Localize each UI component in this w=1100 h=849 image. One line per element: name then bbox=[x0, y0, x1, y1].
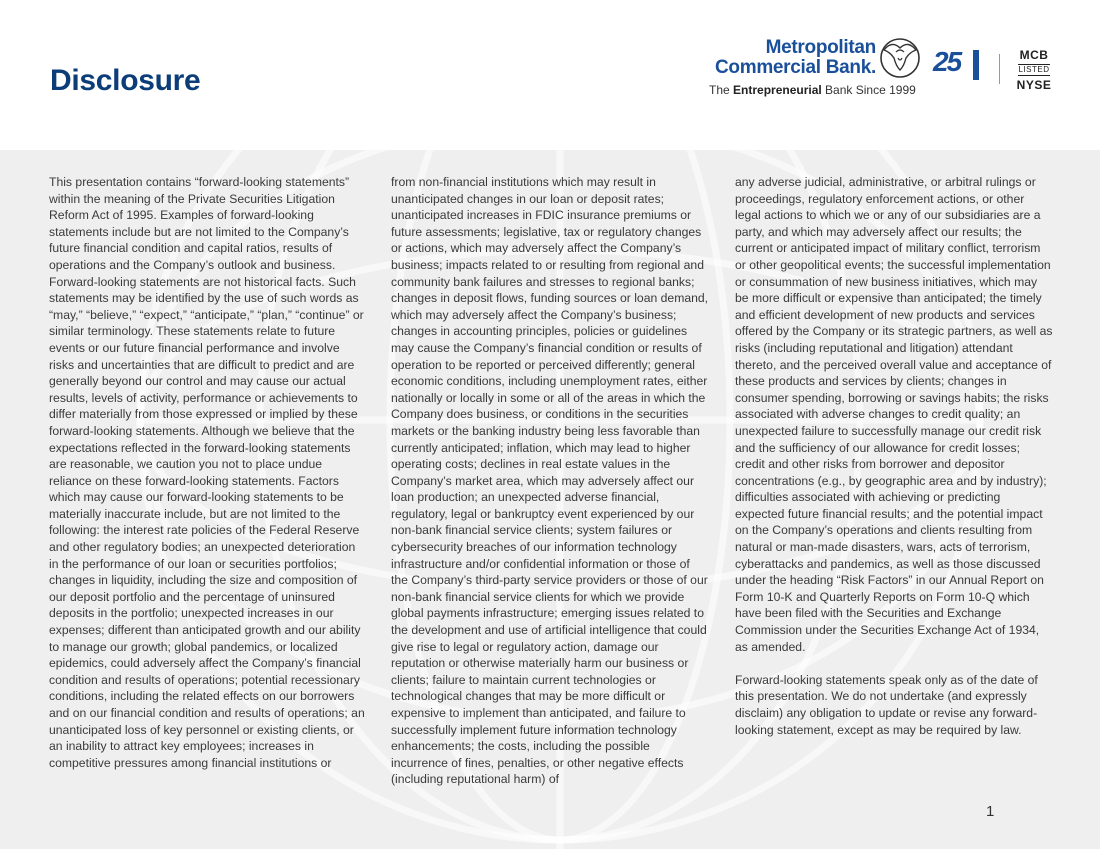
disclosure-column-1 bbox=[49, 174, 367, 771]
ticker-exchange: NYSE bbox=[1016, 78, 1052, 92]
disclosure-paragraph: This presentation contains “forward-looking statements” within the meaning of the Private Securities Litigation Reform Act of 1995. Examples of forward-looking statements include but are not limited to the Company’s future financial condition and capital ratios, results of operations and the Company’s outlook and business. Forward-looking statements are not historical facts. Such statements may be identified by the use of such words as “may,” “believe,” “expect,” “anticipate,” “plan,” “continue” or similar terminology. These statements relate to future events or our future financial performance and involve risks and uncertainties that are difficult to predict and are generally beyond our control and may cause our actual results, levels of activity, performance or achievements to differ materially from those expressed or implied by these forward-looking statements. Although we believe that the expectations reflected in the forward-looking statements are reasonable, we caution you not to place undue reliance on these forward-looking statements. Factors which may cause our forward-looking statements to be materially inaccurate include, but are not limited to the following: the interest rate policies of the Federal Reserve and other regulatory bodies; an unexpected deterioration in the performance of our loan or securities portfolios; changes in liquidity, including the size and composition of our deposit portfolio and the percentage of uninsured deposits in the portfolio; unexpected increases in our expenses; different than anticipated growth and our ability to manage our growth; global pandemics, or localized epidemics, could adversely affect the Company’s financial condition and results of operations; potential recessionary conditions, including the related effects on our borrowers and on our financial condition and results of operations; an unanticipated loss of key personnel or existing clients, or an inability to attract key employees; increases in competitive pressures among financial institutions or bbox=[49, 175, 365, 770]
anniversary-years-bar bbox=[973, 50, 979, 80]
page-number: 1 bbox=[986, 803, 995, 820]
anniversary-number: 25 bbox=[933, 46, 961, 77]
tagline: The Entrepreneurial Bank Since 1999 bbox=[709, 83, 916, 97]
ticker-listed: LISTED bbox=[1018, 65, 1050, 74]
disclosure-column-2 bbox=[391, 174, 709, 788]
logo-wordmark bbox=[708, 38, 876, 78]
disclosure-paragraph: from non-financial institutions which may result in unanticipated changes in our loan or deposit rates; unanticipated increases in FDIC insurance premiums or future assessments; legislative, tax or regulatory changes or actions, which may adversely affect the Company’s business; impacts related to or resulting from regional and community bank failures and stresses to regional banks; changes in deposit flows, funding sources or loan demand, which may adversely affect the Company’s business; changes in accounting principles, policies or guidelines may cause the Company’s financial condition or results of operation to be reported or perceived differently; general economic conditions, including unemployment rates, either nationally or locally in some or all of the areas in which the Company does business, or conditions in the securities markets or the banking industry being less favorable than currently anticipated; inflation, which may lead to higher operating costs; declines in real estate values in the Company’s market area, which may adversely affect our loan production; an unexpected adverse financial, regulatory, legal or bankruptcy event experienced by our non-bank financial service clients; system failures or cybersecurity breaches of our information technology infrastructure and/or confidential information or those of the Company’s third-party service providers or those of our non-bank financial service clients for which we provide global payments infrastructure; emerging issues related to the development and use of artificial intelligence that could give rise to legal or regulatory action, damage our reputation or otherwise materially harm our business or clients; failure to maintain current technologies or technological changes that may be more difficult or expensive to implement than anticipated, and failure to successfully implement future information technology enhancements; the costs, including the possible incurrence of fines, penalties, or other negative effects (including reputational harm) of bbox=[391, 175, 709, 787]
disclosure-paragraph: Forward-looking statements speak only as of the date of this presentation. We do not undertake (and expressly disclaim) any obligation to update or revise any forward-looking statement, except as may be required by law. bbox=[735, 672, 1038, 737]
nyse-listing-badge bbox=[1014, 48, 1054, 92]
company-logo bbox=[700, 36, 1060, 106]
brand-name-line1: Metropolitan bbox=[765, 37, 876, 58]
ticker-symbol: MCB bbox=[1019, 48, 1049, 62]
logo-divider bbox=[999, 54, 1000, 84]
page-title: Disclosure bbox=[50, 64, 201, 97]
eagle-icon bbox=[874, 36, 926, 80]
disclosure-paragraph: any adverse judicial, administrative, or arbitral rulings or proceedings, regulatory enforcement actions, or other legal actions to which we or any of our subsidiaries are a party, and which may adversely affect our results; the current or anticipated impact of military conflict, terrorism or other geopolitical events; the successful implementation or consummation of new business initiatives, which may be more difficult or expensive than anticipated; the timely and efficient development of new products and services offered by the Company or its strategic partners, as well as risks (including reputational and litigation) attendant thereto, and the perceived overall value and acceptance of these products and services by clients; changes in consumer spending, borrowing or savings habits; the risks associated with adverse changes to credit quality; an unexpected failure to successfully manage our credit risk and the sufficiency of our allowance for credit losses; credit and other risks from borrower and depositor concentrations (e.g., by geographic area and by industry); difficulties associated with achieving or predicting expected future financial results; and the potential impact on the Company’s operations and clients resulting from natural or man-made disasters, wars, acts of terrorism, cyberattacks and pandemics, as well as those discussed under the heading “Risk Factors” in our Annual Report on Form 10-K and Quarterly Reports on Form 10-Q which have been filed with the Securities and Exchange Commission under the Securities Exchange Act of 1934, as amended. bbox=[735, 175, 1053, 654]
brand-name-line2: Commercial Bank. bbox=[715, 57, 876, 78]
disclosure-column-3 bbox=[735, 174, 1053, 738]
anniversary-badge bbox=[933, 46, 960, 78]
